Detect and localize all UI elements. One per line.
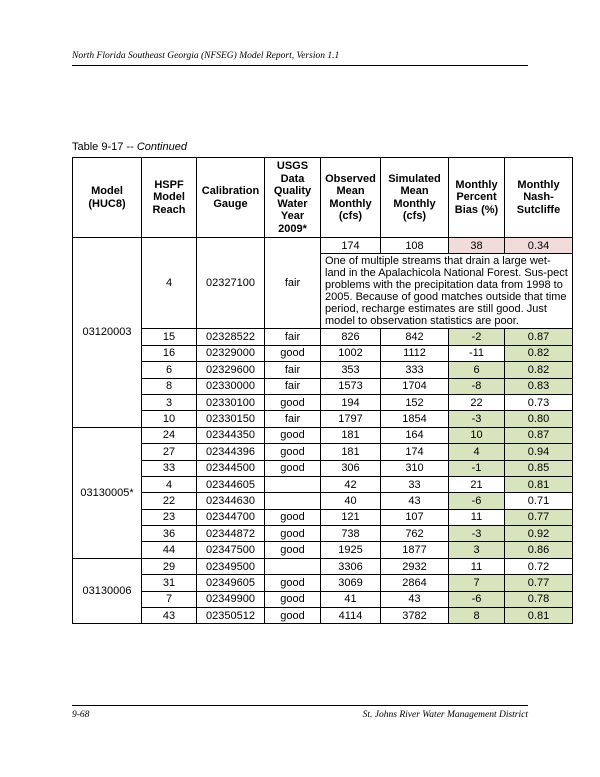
gauge-cell: 02344872 [197, 526, 265, 542]
reach-cell: 29 [142, 558, 197, 574]
bias-cell: 3 [449, 542, 505, 558]
gauge-cell: 02330150 [197, 411, 265, 427]
reach-cell: 10 [142, 411, 197, 427]
gauge-cell: 02344350 [197, 427, 265, 443]
reach-cell: 43 [142, 608, 197, 624]
observed-cell: 3306 [321, 558, 381, 574]
table-row [73, 476, 573, 492]
observed-cell: 174 [321, 238, 381, 254]
col-header-quality: USGS Data Quality Water Year 2009* [265, 158, 321, 238]
table-row [73, 493, 573, 509]
observed-cell: 4114 [321, 608, 381, 624]
observed-cell: 1573 [321, 378, 381, 394]
observed-cell: 3069 [321, 575, 381, 591]
gauge-cell: 02344500 [197, 460, 265, 476]
table-row [73, 542, 573, 558]
observed-cell: 1002 [321, 345, 381, 361]
bias-cell: -8 [449, 378, 505, 394]
gauge-cell: 02349900 [197, 591, 265, 607]
gauge-cell: 02349605 [197, 575, 265, 591]
observed-cell: 181 [321, 444, 381, 460]
simulated-cell: 2932 [381, 558, 449, 574]
bias-cell: -2 [449, 329, 505, 345]
reach-cell: 16 [142, 345, 197, 361]
simulated-cell: 174 [381, 444, 449, 460]
model-cell: 03130006 [73, 558, 142, 624]
gauge-cell: 02344396 [197, 444, 265, 460]
table-caption [72, 141, 187, 153]
gauge-cell: 02329600 [197, 362, 265, 378]
reach-cell: 27 [142, 444, 197, 460]
bias-cell: -3 [449, 411, 505, 427]
quality-cell: good [265, 542, 321, 558]
nash-cell: 0.87 [505, 427, 573, 443]
quality-cell: fair [265, 362, 321, 378]
table-row [73, 558, 573, 574]
reach-cell: 36 [142, 526, 197, 542]
nash-cell: 0.86 [505, 542, 573, 558]
reach-cell: 4 [142, 238, 197, 329]
reach-cell: 7 [142, 591, 197, 607]
table-row [73, 411, 573, 427]
nash-cell: 0.85 [505, 460, 573, 476]
quality-cell: good [265, 591, 321, 607]
nash-cell: 0.83 [505, 378, 573, 394]
bias-cell: 8 [449, 608, 505, 624]
note-cell: One of multiple streams that drain a large wet-land in the Apalachicola National Forest. Sus-pect problems with the precipitation data from 1998 to 2005. Because of good matches outside that time period, recharge estimates are still good. Just model to observation statistics are poor. [321, 254, 573, 329]
reach-cell: 44 [142, 542, 197, 558]
bias-cell: -6 [449, 591, 505, 607]
quality-cell [265, 493, 321, 509]
observed-cell: 826 [321, 329, 381, 345]
nash-cell: 0.94 [505, 444, 573, 460]
simulated-cell: 43 [381, 591, 449, 607]
bias-cell: -6 [449, 493, 505, 509]
observed-cell: 738 [321, 526, 381, 542]
table-row [73, 362, 573, 378]
gauge-cell: 02330000 [197, 378, 265, 394]
reach-cell: 15 [142, 329, 197, 345]
quality-cell: good [265, 444, 321, 460]
model-cell: 03120003 [73, 238, 142, 428]
observed-cell: 121 [321, 509, 381, 525]
simulated-cell: 1854 [381, 411, 449, 427]
table-row [73, 378, 573, 394]
col-header-model: Model (HUC8) [73, 158, 142, 238]
nash-cell: 0.92 [505, 526, 573, 542]
gauge-cell: 02344630 [197, 493, 265, 509]
quality-cell: good [265, 526, 321, 542]
table-row [73, 509, 573, 525]
table-row [73, 591, 573, 607]
reach-cell: 33 [142, 460, 197, 476]
nash-cell: 0.77 [505, 575, 573, 591]
observed-cell: 353 [321, 362, 381, 378]
table-row [73, 526, 573, 542]
reach-cell: 23 [142, 509, 197, 525]
gauge-cell: 02344605 [197, 476, 265, 492]
observed-cell: 41 [321, 591, 381, 607]
quality-cell: fair [265, 329, 321, 345]
observed-cell: 306 [321, 460, 381, 476]
nash-cell: 0.81 [505, 608, 573, 624]
nash-cell: 0.78 [505, 591, 573, 607]
quality-cell: fair [265, 411, 321, 427]
nash-cell: 0.81 [505, 476, 573, 492]
bias-cell: 4 [449, 444, 505, 460]
simulated-cell: 842 [381, 329, 449, 345]
table-row [73, 238, 573, 254]
nash-cell: 0.80 [505, 411, 573, 427]
quality-cell: good [265, 608, 321, 624]
bias-cell: 11 [449, 509, 505, 525]
bias-cell: 38 [449, 238, 505, 254]
quality-cell: fair [265, 378, 321, 394]
calibration-table [72, 157, 573, 624]
table-row [73, 345, 573, 361]
col-header-bias: Monthly Percent Bias (%) [449, 158, 505, 238]
col-header-nash: Monthly Nash-Sutcliffe [505, 158, 573, 238]
quality-cell: good [265, 460, 321, 476]
table-row [73, 427, 573, 443]
reach-cell: 22 [142, 493, 197, 509]
nash-cell: 0.34 [505, 238, 573, 254]
observed-cell: 1797 [321, 411, 381, 427]
simulated-cell: 2864 [381, 575, 449, 591]
quality-cell [265, 558, 321, 574]
col-header-gauge: Calibration Gauge [197, 158, 265, 238]
bias-cell: 10 [449, 427, 505, 443]
simulated-cell: 3782 [381, 608, 449, 624]
nash-cell: 0.82 [505, 345, 573, 361]
reach-cell: 24 [142, 427, 197, 443]
footer-organization: St. Johns River Water Management District [362, 710, 528, 720]
gauge-cell: 02350512 [197, 608, 265, 624]
nash-cell: 0.71 [505, 493, 573, 509]
col-header-observed: Observed Mean Monthly (cfs) [321, 158, 381, 238]
bias-cell: 21 [449, 476, 505, 492]
quality-cell: good [265, 427, 321, 443]
table-row [73, 608, 573, 624]
simulated-cell: 33 [381, 476, 449, 492]
reach-cell: 4 [142, 476, 197, 492]
gauge-cell: 02327100 [197, 238, 265, 329]
caption-label: Table 9-17 -- [72, 141, 137, 153]
simulated-cell: 108 [381, 238, 449, 254]
quality-cell: fair [265, 238, 321, 329]
header-rule [72, 65, 528, 66]
quality-cell [265, 476, 321, 492]
table-row [73, 394, 573, 410]
simulated-cell: 107 [381, 509, 449, 525]
quality-cell: good [265, 575, 321, 591]
observed-cell: 194 [321, 394, 381, 410]
observed-cell: 181 [321, 427, 381, 443]
reach-cell: 8 [142, 378, 197, 394]
nash-cell: 0.87 [505, 329, 573, 345]
col-header-simulated: Simulated Mean Monthly (cfs) [381, 158, 449, 238]
table-row [73, 329, 573, 345]
bias-cell: 22 [449, 394, 505, 410]
nash-cell: 0.72 [505, 558, 573, 574]
gauge-cell: 02329000 [197, 345, 265, 361]
page-number: 9-68 [72, 710, 90, 720]
simulated-cell: 164 [381, 427, 449, 443]
simulated-cell: 1704 [381, 378, 449, 394]
table-header-row [73, 158, 573, 238]
nash-cell: 0.73 [505, 394, 573, 410]
simulated-cell: 1877 [381, 542, 449, 558]
reach-cell: 6 [142, 362, 197, 378]
table-row [73, 460, 573, 476]
nash-cell: 0.82 [505, 362, 573, 378]
quality-cell: good [265, 394, 321, 410]
bias-cell: 6 [449, 362, 505, 378]
simulated-cell: 1112 [381, 345, 449, 361]
gauge-cell: 02344700 [197, 509, 265, 525]
footer-rule [72, 705, 528, 706]
quality-cell: good [265, 345, 321, 361]
observed-cell: 40 [321, 493, 381, 509]
simulated-cell: 333 [381, 362, 449, 378]
nash-cell: 0.77 [505, 509, 573, 525]
bias-cell: 11 [449, 558, 505, 574]
gauge-cell: 02328522 [197, 329, 265, 345]
page-header: North Florida Southeast Georgia (NFSEG) Model Report, Version 1.1 [72, 51, 340, 61]
model-cell: 03130005* [73, 427, 142, 558]
simulated-cell: 762 [381, 526, 449, 542]
gauge-cell: 02349500 [197, 558, 265, 574]
gauge-cell: 02330100 [197, 394, 265, 410]
reach-cell: 31 [142, 575, 197, 591]
simulated-cell: 43 [381, 493, 449, 509]
gauge-cell: 02347500 [197, 542, 265, 558]
bias-cell: -11 [449, 345, 505, 361]
table-row [73, 575, 573, 591]
col-header-reach: HSPF Model Reach [142, 158, 197, 238]
simulated-cell: 310 [381, 460, 449, 476]
bias-cell: 7 [449, 575, 505, 591]
caption-continued: Continued [136, 141, 187, 153]
bias-cell: -3 [449, 526, 505, 542]
observed-cell: 42 [321, 476, 381, 492]
quality-cell: good [265, 509, 321, 525]
table-row [73, 444, 573, 460]
bias-cell: -1 [449, 460, 505, 476]
observed-cell: 1925 [321, 542, 381, 558]
simulated-cell: 152 [381, 394, 449, 410]
reach-cell: 3 [142, 394, 197, 410]
